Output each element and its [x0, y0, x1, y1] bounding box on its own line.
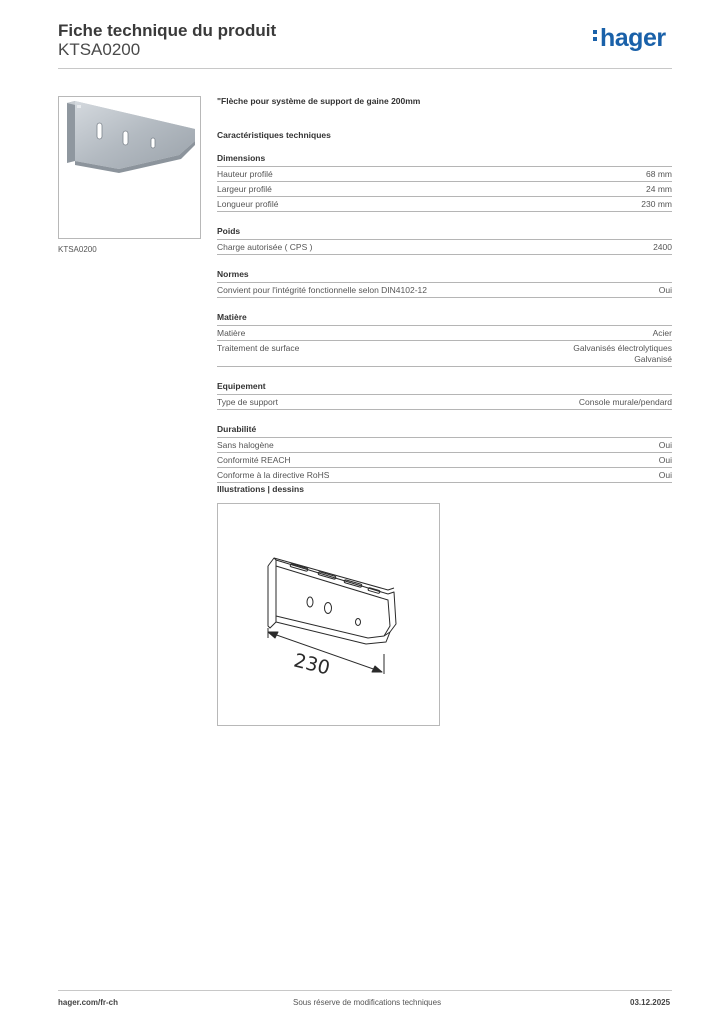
spec-value: 68 mm [646, 169, 672, 179]
spec-label: Sans halogène [217, 440, 274, 450]
specs-heading: Caractéristiques techniques [217, 130, 331, 140]
product-code: KTSA0200 [58, 40, 141, 59]
bracket-drawing-icon [218, 504, 439, 725]
spec-group-title: Matière [217, 312, 672, 326]
spec-value: Galvanisés électrolytiques Galvanisé [573, 343, 672, 364]
page-title: Fiche technique du produit [58, 21, 277, 40]
spec-label: Charge autorisée ( CPS ) [217, 242, 313, 252]
spec-label: Conforme à la directive RoHS [217, 470, 330, 480]
spec-row [217, 283, 672, 298]
product-description: "Flèche pour système de support de gaine 200mm [217, 96, 421, 106]
footer-date: 03.12.2025 [630, 998, 671, 1007]
spec-value: Oui [658, 285, 672, 295]
spec-group-title: Durabilité [217, 424, 672, 438]
spec-group-title: Equipement [217, 381, 672, 395]
spec-section [217, 96, 672, 483]
spec-label: Largeur profilé [217, 184, 272, 194]
spec-row [217, 468, 672, 483]
spec-value: Oui [658, 440, 672, 450]
spec-value: Acier [652, 328, 672, 338]
spec-row [217, 395, 672, 410]
spec-row [217, 197, 672, 212]
hager-logo[interactable] [593, 26, 666, 51]
spec-label: Hauteur profilé [217, 169, 273, 179]
spec-label: Traitement de surface [217, 343, 300, 353]
spec-row [217, 182, 672, 197]
header-divider [58, 68, 672, 69]
spec-row [217, 326, 672, 341]
spec-value: 2400 [653, 242, 672, 252]
spec-label: Conformité REACH [217, 455, 291, 465]
spec-value: 230 mm [641, 199, 672, 209]
spec-row [217, 341, 672, 367]
footer-disclaimer: Sous réserve de modifications techniques [293, 998, 442, 1007]
dimension-label: 230 [291, 649, 333, 680]
spec-group-title: Normes [217, 269, 672, 283]
logo-dots-icon [593, 27, 598, 44]
spec-group-title: Dimensions [217, 153, 672, 167]
spec-label: Type de support [217, 397, 278, 407]
spec-value: Oui [658, 470, 672, 480]
spec-value: Console murale/pendard [578, 397, 672, 407]
footer-website-link[interactable]: hager.com/fr-ch [58, 998, 119, 1007]
illustrations-heading: Illustrations | dessins [217, 484, 304, 494]
bracket-photo-icon [59, 97, 200, 238]
footer-divider [58, 990, 672, 991]
spec-group-title: Poids [217, 226, 672, 240]
spec-label: Convient pour l'intégrité fonctionnelle selon DIN4102-12 [217, 285, 428, 295]
spec-value: Oui [658, 455, 672, 465]
image-caption: KTSA0200 [58, 245, 97, 254]
spec-row [217, 453, 672, 468]
logo-text: hager [600, 24, 666, 52]
spec-groups [217, 153, 672, 483]
spec-row [217, 438, 672, 453]
spec-row [217, 167, 672, 182]
spec-value: 24 mm [646, 184, 672, 194]
product-image [58, 96, 201, 239]
dimension-drawing [217, 503, 440, 726]
spec-label: Longueur profilé [217, 199, 279, 209]
spec-row [217, 240, 672, 255]
spec-label: Matière [217, 328, 246, 338]
